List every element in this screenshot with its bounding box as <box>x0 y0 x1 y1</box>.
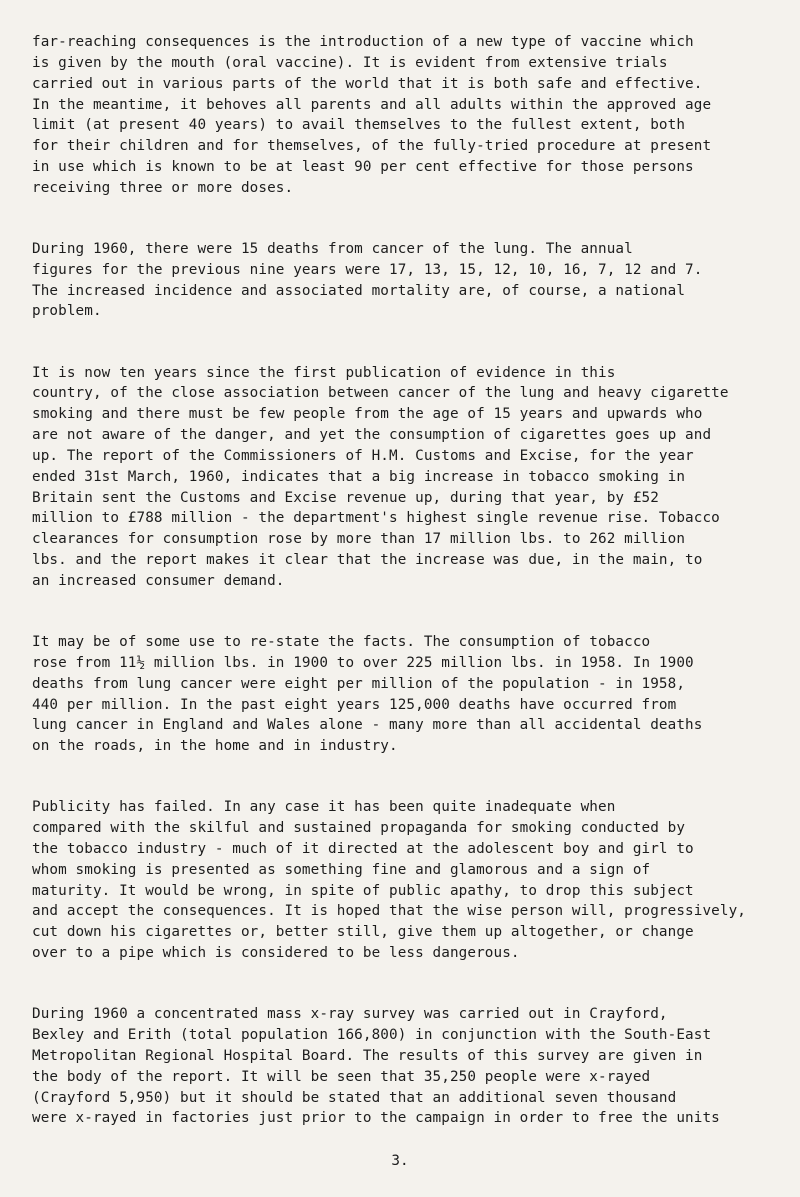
text-line: receiving three or more doses. <box>32 179 294 196</box>
text-line: figures for the previous nine years were 17, 13, 15, 12, 10, 16, 7, 12 and 7. <box>32 261 703 278</box>
paragraph-cigarette-consumption <box>32 363 784 592</box>
text-line: ended 31st March, 1960, indicates that a big increase in tobacco smoking in <box>32 468 686 485</box>
paragraph-publicity <box>32 797 784 964</box>
text-line: whom smoking is presented as something fine and glamorous and a sign of <box>32 861 651 878</box>
text-line: in use which is known to be at least 90 per cent effective for those persons <box>32 159 694 176</box>
text-line: (Crayford 5,950) but it should be stated that an additional seven thousand <box>32 1089 677 1106</box>
text-line: were x-rayed in factories just prior to the campaign in order to free the units <box>32 1110 720 1127</box>
text-line: 440 per million. In the past eight years 125,000 deaths have occurred from <box>32 696 677 713</box>
text-line: over to a pipe which is considered to be less dangerous. <box>32 945 520 962</box>
text-line: problem. <box>32 303 102 320</box>
text-line: up. The report of the Commissioners of H.M. Customs and Excise, for the year <box>32 447 694 464</box>
paragraph-lung-cancer-deaths <box>32 239 784 322</box>
text-line: maturity. It would be wrong, in spite of public apathy, to drop this subject <box>32 882 694 899</box>
text-line: for their children and for themselves, of the fully-tried procedure at present <box>32 138 712 155</box>
text-line: During 1960 a concentrated mass x-ray survey was carried out in Crayford, <box>32 1006 668 1023</box>
text-line: far-reaching consequences is the introduction of a new type of vaccine which <box>32 34 694 50</box>
text-line: million to £788 million - the department's highest single revenue rise. Tobacco <box>32 510 720 527</box>
text-line: on the roads, in the home and in industry. <box>32 738 398 755</box>
text-line: limit (at present 40 years) to avail themselves to the fullest extent, both <box>32 117 686 134</box>
text-line: It is now ten years since the first publication of evidence in this <box>32 364 616 381</box>
text-line: clearances for consumption rose by more than 17 million lbs. to 262 million <box>32 531 686 548</box>
paragraph-tobacco-facts <box>32 632 784 757</box>
text-line: the body of the report. It will be seen that 35,250 people were x-rayed <box>32 1068 651 1085</box>
text-line: an increased consumer demand. <box>32 572 285 589</box>
text-line: lung cancer in England and Wales alone - many more than all accidental deaths <box>32 717 703 734</box>
paragraph-xray-survey <box>32 1004 784 1129</box>
text-line: Metropolitan Regional Hospital Board. The results of this survey are given in <box>32 1047 703 1064</box>
text-line: Britain sent the Customs and Excise revenue up, during that year, by £52 <box>32 489 659 506</box>
text-line: cut down his cigarettes or, better still, give them up altogether, or change <box>32 924 694 941</box>
text-line: It may be of some use to re-state the facts. The consumption of tobacco <box>32 633 651 650</box>
text-line: During 1960, there were 15 deaths from cancer of the lung. The annual <box>32 240 633 257</box>
text-line: smoking and there must be few people from the age of 15 years and upwards who <box>32 406 703 423</box>
paragraph-polio-vaccine <box>32 32 784 199</box>
text-line: deaths from lung cancer were eight per million of the population - in 1958, <box>32 675 686 692</box>
text-line: lbs. and the report makes it clear that the increase was due, in the main, to <box>32 552 703 569</box>
text-line: is given by the mouth (oral vaccine). It is evident from extensive trials <box>32 54 668 71</box>
text-line: are not aware of the danger, and yet the consumption of cigarettes goes up and <box>32 427 712 444</box>
text-line: compared with the skilful and sustained propaganda for smoking conducted by <box>32 820 686 837</box>
text-line: country, of the close association between cancer of the lung and heavy cigarette <box>32 385 729 402</box>
text-line: Publicity has failed. In any case it has been quite inadequate when <box>32 799 616 816</box>
text-line: Bexley and Erith (total population 166,800) in conjunction with the South-East <box>32 1027 712 1043</box>
text-line: rose from 11½ million lbs. in 1900 to over 225 million lbs. in 1958. In 1900 <box>32 654 694 671</box>
document-body <box>32 32 784 1169</box>
text-line: carried out in various parts of the world that it is both safe and effective. <box>32 75 703 92</box>
text-line: and accept the consequences. It is hoped that the wise person will, progressively, <box>32 903 747 920</box>
text-line: the tobacco industry - much of it directed at the adolescent boy and girl to <box>32 840 694 857</box>
page-number: 3. <box>391 1153 409 1169</box>
text-line: The increased incidence and associated mortality are, of course, a national <box>32 282 686 299</box>
text-line: In the meantime, it behoves all parents and all adults within the approved age <box>32 96 712 113</box>
